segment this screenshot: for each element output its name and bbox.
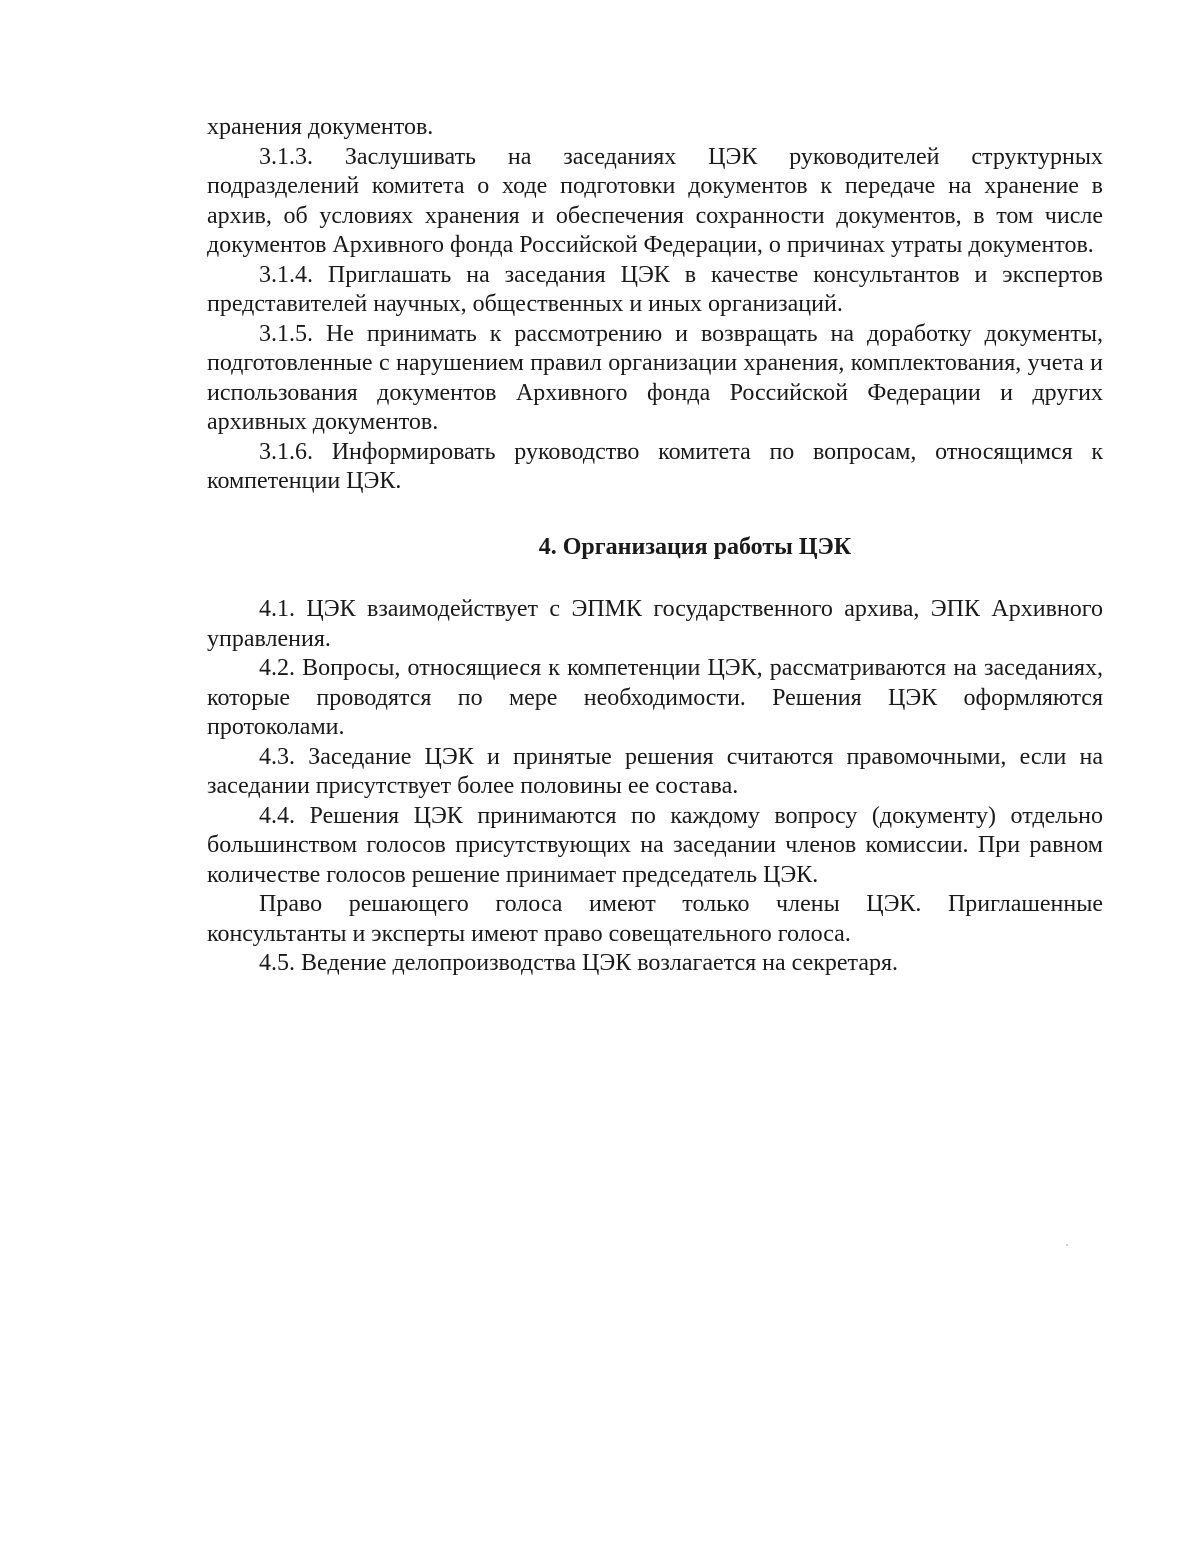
paragraph-4-5: 4.5. Ведение делопроизводства ЦЭК возлагается на секретаря.	[259, 950, 899, 976]
paragraph-4-3: 4.3. Заседание ЦЭК и принятые решения считаются правомочными, если на заседании присутствует более половины ее состава.	[207, 743, 1103, 799]
paragraph-3-1-4: 3.1.4. Приглашать на заседания ЦЭК в качестве консультантов и экспертов представителей научных, общественных и иных организаций.	[207, 261, 1103, 317]
paragraph-4-1: 4.1. ЦЭК взаимодействует с ЭПМК государственного архива, ЭПК Архивного управления.	[207, 596, 1103, 652]
paragraph-storage-continuation: хранения документов.	[207, 114, 434, 140]
document-body	[207, 113, 1103, 979]
paragraph-4-4: 4.4. Решения ЦЭК принимаются по каждому вопросу (документу) отдельно большинством голосов присутствующих на заседании членов комиссии. При равном количестве голосов решение принимает председатель ЦЭК.	[207, 802, 1103, 888]
scan-speck	[1066, 1244, 1068, 1246]
paragraph-4-2: 4.2. Вопросы, относящиеся к компетенции ЦЭК, рассматриваются на заседаниях, которые проводятся по мере необходимости. Решения ЦЭК оформляются протоколами.	[207, 655, 1103, 740]
paragraph-voting-rights: Право решающего голоса имеют только члены ЦЭК. Приглашенные консультанты и эксперты имеют право совещательного голоса.	[207, 891, 1103, 947]
paragraph-3-1-3: 3.1.3. Заслушивать на заседаниях ЦЭК руководителей структурных подразделений комитета о ходе подготовки документов к передаче на хранение в архив, об условиях хранения и обеспечения сохранности документов, в том числе документов Архивного фонда Российской Федерации, о причинах утраты документов.	[207, 143, 1103, 258]
paragraph-3-1-6: 3.1.6. Информировать руководство комитета по вопросам, относящимся к компетенции ЦЭК.	[207, 438, 1103, 494]
paragraph-3-1-5: 3.1.5. Не принимать к рассмотрению и возвращать на доработку документы, подготовленные с нарушением правил организации хранения, комплектования, учета и использования документов Архивного фонда Российской Федерации и других архивных документов.	[207, 320, 1103, 435]
section-heading: 4. Организация работы ЦЭК	[538, 533, 852, 560]
